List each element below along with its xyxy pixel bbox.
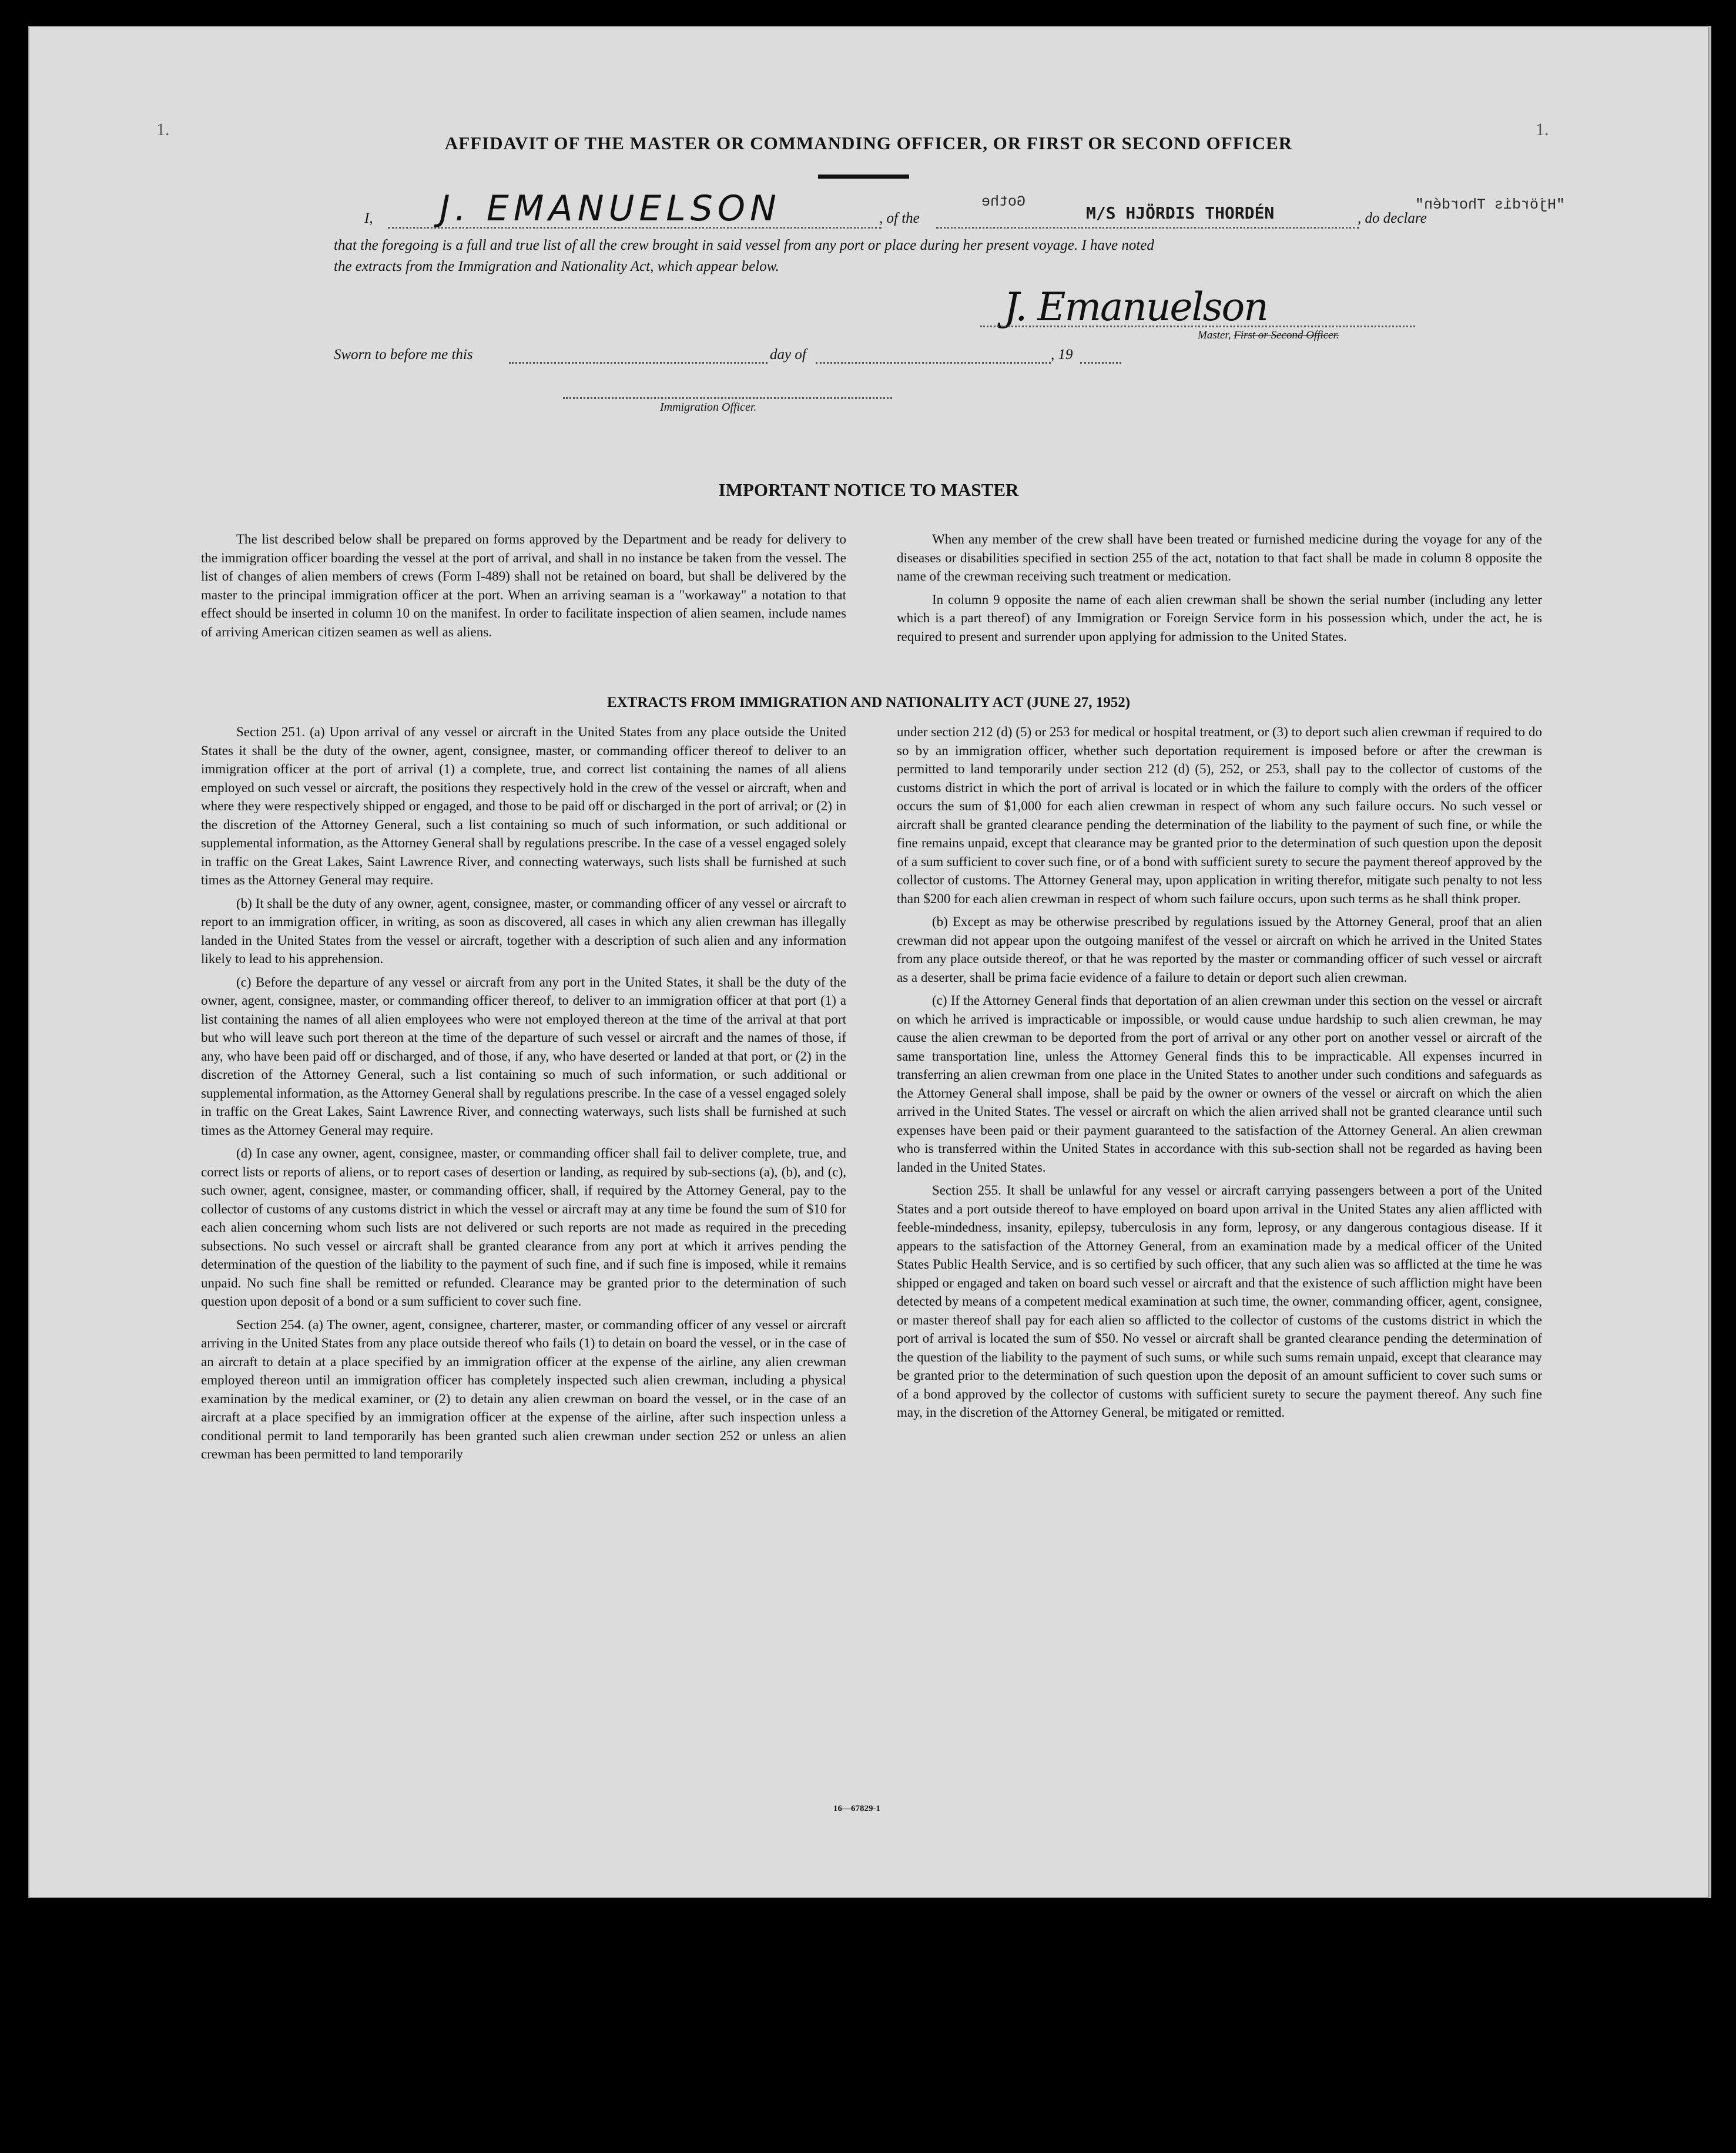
section-251c: (c) Before the departure of any vessel or aircraft from any port in the United States, it shall be the duty of the owner, agent, consignee, master, or commanding officer thereof, to deliver to an immigration officer at that port (1) a list containing the names of all alien employees who were not employed thereon at the time of the arrival at that port but who will leave such port thereon at the time of the departure of such vessel or aircraft and the names of those, if any, who have been paid off or discharged, and of those, if any, who have deserted or landed at that port, or (2) in the discretion of the Attorney General, such a list containing so much of such information, or such additional or supplemental information, as the Attorney General shall by regulations prescribe. In the case of a vessel engaged solely in traffic on the Great Lakes, Saint Lawrence River, and connecting waterways, such lists shall be furnished at such times as the Attorney General may require. bbox=[201, 974, 846, 1138]
month-line bbox=[816, 362, 1051, 364]
notice-right-text-1: When any member of the crew shall have been treated or furnished medicine during the voyage for any of the diseases or disabilities specified in section 255 of the act, notation to that fact shall be made in column 8 opposite the name of the crewman receiving such treatment or medication. bbox=[897, 532, 1542, 583]
port-typed-text: Gothe bbox=[981, 193, 1026, 210]
title-rule bbox=[818, 175, 909, 179]
section-254c: (c) If the Attorney General finds that deportation of an alien crewman under this section on the vessel or aircraft on which he arrived is impracticable or impossible, or would cause undue hardship to such alien crewman, he may cause the alien crewman to be deported from the port of arrival or any other port on another vessel or aircraft of the same transportation line, unless the Attorney General finds this to be impracticable. All expenses incurred in transferring an alien crewman from one place in the United States to another under such conditions and safeguards as the Attorney General shall impose, shall be paid by the owner or owners of the vessel or aircraft on which the alien arrived in the United States. The vessel or aircraft on which the alien arrived shall not be granted clearance until such expenses have been paid or their payment guaranteed to the satisfaction of the Attorney General. An alien crewman who is transferred within the United States in accordance with this sub-section shall not be regarded as having been landed in the United States. bbox=[897, 993, 1542, 1175]
vessel-name-stamp: M/S HJÖRDIS THORDÉN bbox=[1086, 203, 1275, 223]
struck-officer-label: First or Second Officer. bbox=[1234, 329, 1339, 341]
notice-right-column bbox=[897, 530, 1542, 650]
section-251a: Section 251. (a) Upon arrival of any vessel or aircraft in the United States from any place outside the United States it shall be the duty of the owner, agent, consignee, master, or commanding officer thereof to deliver to an immigration officer at the port of arrival (1) a complete, true, and correct list containing the names of all aliens employed on such vessel or aircraft, the positions they respectively hold in the crew of the vessel or aircraft, when and where they were respectively shipped or engaged, and those to be paid off or discharged in the port of arrival; or (2) in the discretion of the Attorney General, such a list containing so much of such information, or such additional or supplemental information, as the Attorney General shall by regulations prescribe. In the case of a vessel engaged solely in traffic on the Great Lakes, Saint Lawrence River, and connecting waterways, such lists shall be furnished at such times as the Attorney General may require. bbox=[201, 725, 846, 887]
notice-right-text-2: In column 9 opposite the name of each alien crewman shall be shown the serial number (including any letter which is a part thereof) of any Immigration or Foreign Service form in his possession which, under the act, he is required to present and surrender upon applying for admission to the United States. bbox=[897, 592, 1542, 644]
sworn-label: Sworn to before me this bbox=[334, 347, 473, 363]
immigration-officer-label: Immigration Officer. bbox=[660, 401, 757, 414]
master-name-handwritten: J. EMANUELSON bbox=[440, 188, 781, 229]
vessel-line bbox=[936, 227, 1359, 229]
section-251b: (b) It shall be the duty of any owner, agent, consignee, master, or commanding officer of any vessel or aircraft to report to an immigration officer, in writing, as soon as discovered, all cases in which any alien crewman has illegally landed in the United States from the vessel or aircraft, together with a description of such alien and any information likely to lead to his apprehension. bbox=[201, 896, 846, 966]
extracts-right-column bbox=[897, 723, 1542, 1427]
year-line bbox=[1080, 362, 1121, 364]
master-signature: J. Emanuelson bbox=[1004, 284, 1268, 330]
sworn-date-line bbox=[509, 362, 768, 364]
section-254a-cont: under section 212 (d) (5) or 253 for medical or hospital treatment, or (3) to deport such alien crewman if required to do so by an immigration officer, whether such deportation requirement is imposed before or after the crewman is permitted to land temporarily under section 212 (d) (5), 252, or 253, shall pay to the collector of customs of the customs district in which the port of arrival is located or in which the failure to comply with the orders of the officer occurs the sum of $1,000 for each alien crewman in respect of whom any such failure occurs. No such vessel or aircraft shall be granted clearance pending the determination of the liability to the payment of such fine, or while the fine remains unpaid, except that clearance may be granted prior to the determination of such question upon the deposit of a sum sufficient to cover such fine, or of a bond with sufficient surety to secure the payment thereof approved by the collector of customs. The Attorney General may, upon application in writing therefor, mitigate such penalty to not less than $200 for each alien crewman in respect of whom such failure occurs, upon such terms as he shall think proper. bbox=[897, 725, 1542, 906]
signature-line bbox=[980, 326, 1415, 327]
declaration-line-3: the extracts from the Immigration and Nationality Act, which appear below. bbox=[334, 259, 779, 274]
extracts-left-column bbox=[201, 723, 846, 1468]
form-number: 16—67829-1 bbox=[833, 1804, 880, 1813]
i-label: I, bbox=[364, 210, 373, 226]
margin-number-right: 1. bbox=[1536, 120, 1549, 139]
document-page bbox=[28, 26, 1711, 1898]
day-of-label: day of bbox=[770, 347, 806, 363]
margin-number-left: 1. bbox=[156, 120, 170, 139]
year-label: , 19 bbox=[1051, 347, 1073, 363]
affidavit-title: AFFIDAVIT OF THE MASTER OR COMMANDING OFFICER, OR FIRST OR SECOND OFFICER bbox=[444, 133, 1293, 153]
section-251d: (d) In case any owner, agent, consignee, master, or commanding officer shall fail to deliver complete, true, and correct lists or reports of aliens, or to report cases of desertion or landing, as required by sub-sections (a), (b), and (c), such owner, agent, consignee, master, or commanding officer, shall, if required by the Attorney General, pay to the collector of customs of any customs district in which the vessel or aircraft may at any time be found the sum of $10 for each alien concerning whom such lists are not delivered or such reports are not made as required in the preceding subsections. No such vessel or aircraft shall be granted clearance from any port at which it arrives pending the determination of the question of the liability to the payment of such fine, and if such fine is imposed, while it remains unpaid. No such fine shall be remitted or refunded. Clearance may be granted prior to the determination of such question upon deposit of a bond or a sum sufficient to cover such fine. bbox=[201, 1146, 846, 1309]
vessel-typed-text: "Hjördis Thordén" bbox=[1415, 196, 1566, 213]
of-the-label: , of the bbox=[879, 210, 920, 226]
master-title bbox=[1198, 329, 1339, 342]
section-254b: (b) Except as may be otherwise prescribed by regulations issued by the Attorney General, proof that an alien crewman did not appear upon the outgoing manifest of the vessel or aircraft on which he arrived in the United States from any place outside thereof, or that he was reported by the master or commanding officer of such vessel or aircraft as a deserter, shall be prima facie evidence of a failure to detain or deport such alien crewman. bbox=[897, 914, 1542, 985]
section-254a: Section 254. (a) The owner, agent, consignee, charterer, master, or commanding officer of any vessel or aircraft arriving in the United States from any place outside thereof who fails (1) to detain on board the vessel, or in the case of an aircraft to detain at a place specified by an immigration officer at the expense of the airline, any alien crewman employed thereon until an immigration officer has completely inspected such alien crewman, including a physical examination by the medical examiner, or (2) to detain any alien crewman on board the vessel, or in the case of an aircraft at a place specified by an immigration officer at the expense of the airline, after such inspection unless a conditional permit to land temporarily has been granted such alien crewman under section 252 or unless an alien crewman has been permitted to land temporarily bbox=[201, 1317, 846, 1461]
notice-left-column bbox=[201, 530, 846, 646]
do-declare-label: , do declare bbox=[1358, 210, 1427, 226]
section-255: Section 255. It shall be unlawful for any vessel or aircraft carrying passengers between a port of the United States and a port outside thereof to have employed on board upon arrival in the United States any alien afflicted with feeble-mindedness, insanity, epilepsy, tuberculosis in any form, leprosy, or any dangerous contagious disease. If it appears to the satisfaction of the Attorney General, from an examination made by a medical officer of the United States Public Health Service, and is so certified by such officer, that any such alien was so afflicted at the time he was shipped or engaged and taken on board such vessel or aircraft and that the existence of such affliction might have been detected by means of a competent medical examination at such time, the owner, commanding officer, agent, consignee, or master thereof shall pay for each alien so afflicted to the collector of customs of the customs district in which the port of arrival is located the sum of $50. No vessel or aircraft shall be granted clearance pending the determination of the question of the liability to the payment of such sums, or while such sums remain unpaid, except that clearance may be granted prior to the determination of such question upon the deposit of an amount sufficient to cover such sums or of a bond approved by the collector of customs with sufficient surety to secure the payment thereof. Any such fine may, in the discretion of the Attorney General, be mitigated or remitted. bbox=[897, 1183, 1542, 1420]
notice-left-text: The list described below shall be prepared on forms approved by the Department and be ready for delivery to the immigration officer boarding the vessel at the port of arrival, and shall in no instance be taken from the vessel. The list of changes of alien members of crews (Form I-489) shall not be retained on board, but shall be delivered by the master to the principal immigration officer at the port. When an arriving seaman is a "workaway" a notation to that effect should be inserted in column 10 on the manifest. In order to facilitate inspection of alien seamen, include names of arriving American citizen seamen as well as aliens. bbox=[201, 532, 846, 639]
declaration-line-2: that the foregoing is a full and true list of all the crew brought in said vessel from any port or place during her present voyage. I have noted bbox=[334, 237, 1154, 253]
extracts-heading: EXTRACTS FROM IMMIGRATION AND NATIONALITY ACT (JUNE 27, 1952) bbox=[606, 695, 1131, 710]
notice-heading: IMPORTANT NOTICE TO MASTER bbox=[718, 479, 1019, 500]
officer-signature-line bbox=[563, 397, 892, 399]
master-label: Master, bbox=[1198, 329, 1231, 341]
